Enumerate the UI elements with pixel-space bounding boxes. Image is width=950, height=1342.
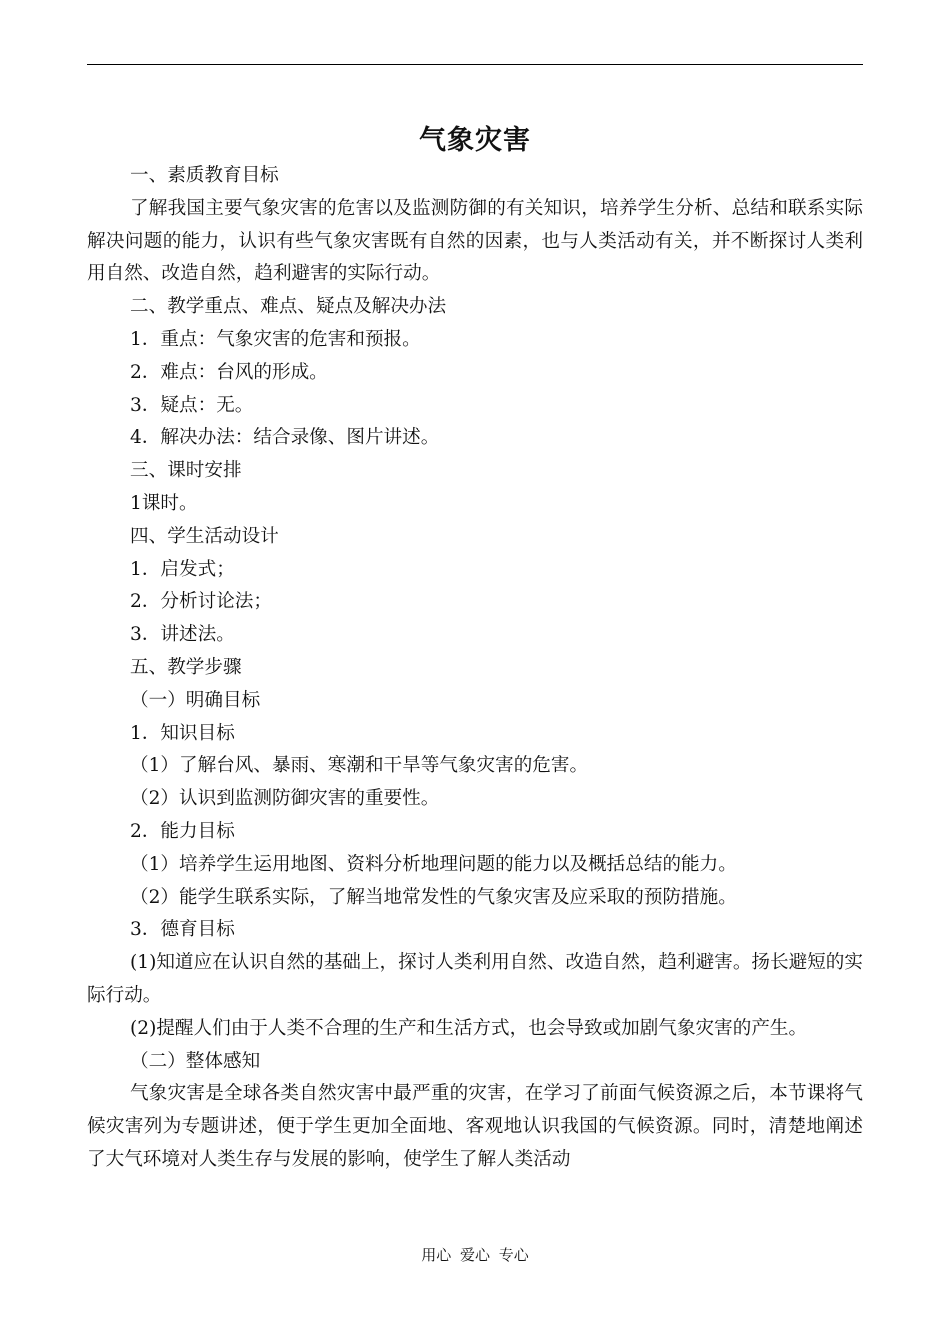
list-item: 2．难点：台风的形成。 — [130, 361, 328, 383]
section-heading-1: 一、素质教育目标 — [130, 165, 279, 186]
list-item: 3．讲述法。 — [130, 624, 235, 646]
header-rule — [87, 64, 863, 65]
list-item: 2．能力目标 — [130, 820, 235, 842]
section-heading-3: 三、课时安排 — [130, 460, 242, 482]
body-paragraph: (1)知道应在认识自然的基础上，探讨人类利用自然、改造自然，趋利避害。扬长避短的实际行动。 — [87, 952, 863, 1006]
list-item: 1．重点：气象灾害的危害和预报。 — [130, 328, 421, 350]
list-item: （1）了解台风、暴雨、寒潮和干旱等气象灾害的危害。 — [130, 755, 589, 777]
page-footer: 用心 爱心 专心 — [421, 1246, 529, 1264]
body-paragraph: 1课时。 — [130, 492, 198, 514]
section-heading-2: 二、教学重点、难点、疑点及解决办法 — [130, 296, 447, 318]
list-item: （1）培养学生运用地图、资料分析地理问题的能力以及概括总结的能力。 — [130, 853, 737, 875]
list-item: 1．知识目标 — [130, 722, 235, 744]
body-paragraph: 了解我国主要气象灾害的危害以及监测防御的有关知识，培养学生分析、总结和联系实际解决问题的能力，认识有些气象灾害既有自然的因素，也与人类活动有关，并不断探讨人类利用自然、改造自然，趋利避害的实际行动。 — [87, 197, 863, 285]
body-paragraph: (2)提醒人们由于人类不合理的生产和生活方式，也会导致或加剧气象灾害的产生。 — [130, 1017, 808, 1039]
subsection-heading: （一）明确目标 — [130, 689, 261, 711]
list-item: 2．分析讨论法； — [130, 591, 272, 613]
list-item: 3．德育目标 — [130, 919, 235, 941]
list-item: （2）认识到监测防御灾害的重要性。 — [130, 788, 440, 810]
list-item: 3．疑点：无。 — [130, 394, 254, 416]
section-heading-4: 四、学生活动设计 — [130, 525, 279, 547]
body-paragraph: 气象灾害是全球各类自然灾害中最严重的灾害，在学习了前面气候资源之后，本节课将气候灾害列为专题讲述，便于学生更加全面地、客观地认识我国的气候资源。同时，清楚地阐述了大气环境对人类生存与发展的影响，使学生了解人类活动 — [87, 1083, 863, 1170]
document-title: 气象灾害 — [419, 125, 531, 156]
section-heading-5: 五、教学步骤 — [130, 656, 242, 678]
subsection-heading: （二）整体感知 — [130, 1050, 261, 1072]
document-body — [87, 160, 863, 1177]
list-item: 4．解决办法：结合录像、图片讲述。 — [130, 427, 440, 449]
list-item: 1．启发式； — [130, 558, 235, 580]
list-item: （2）能学生联系实际，了解当地常发性的气象灾害及应采取的预防措施。 — [130, 886, 737, 908]
